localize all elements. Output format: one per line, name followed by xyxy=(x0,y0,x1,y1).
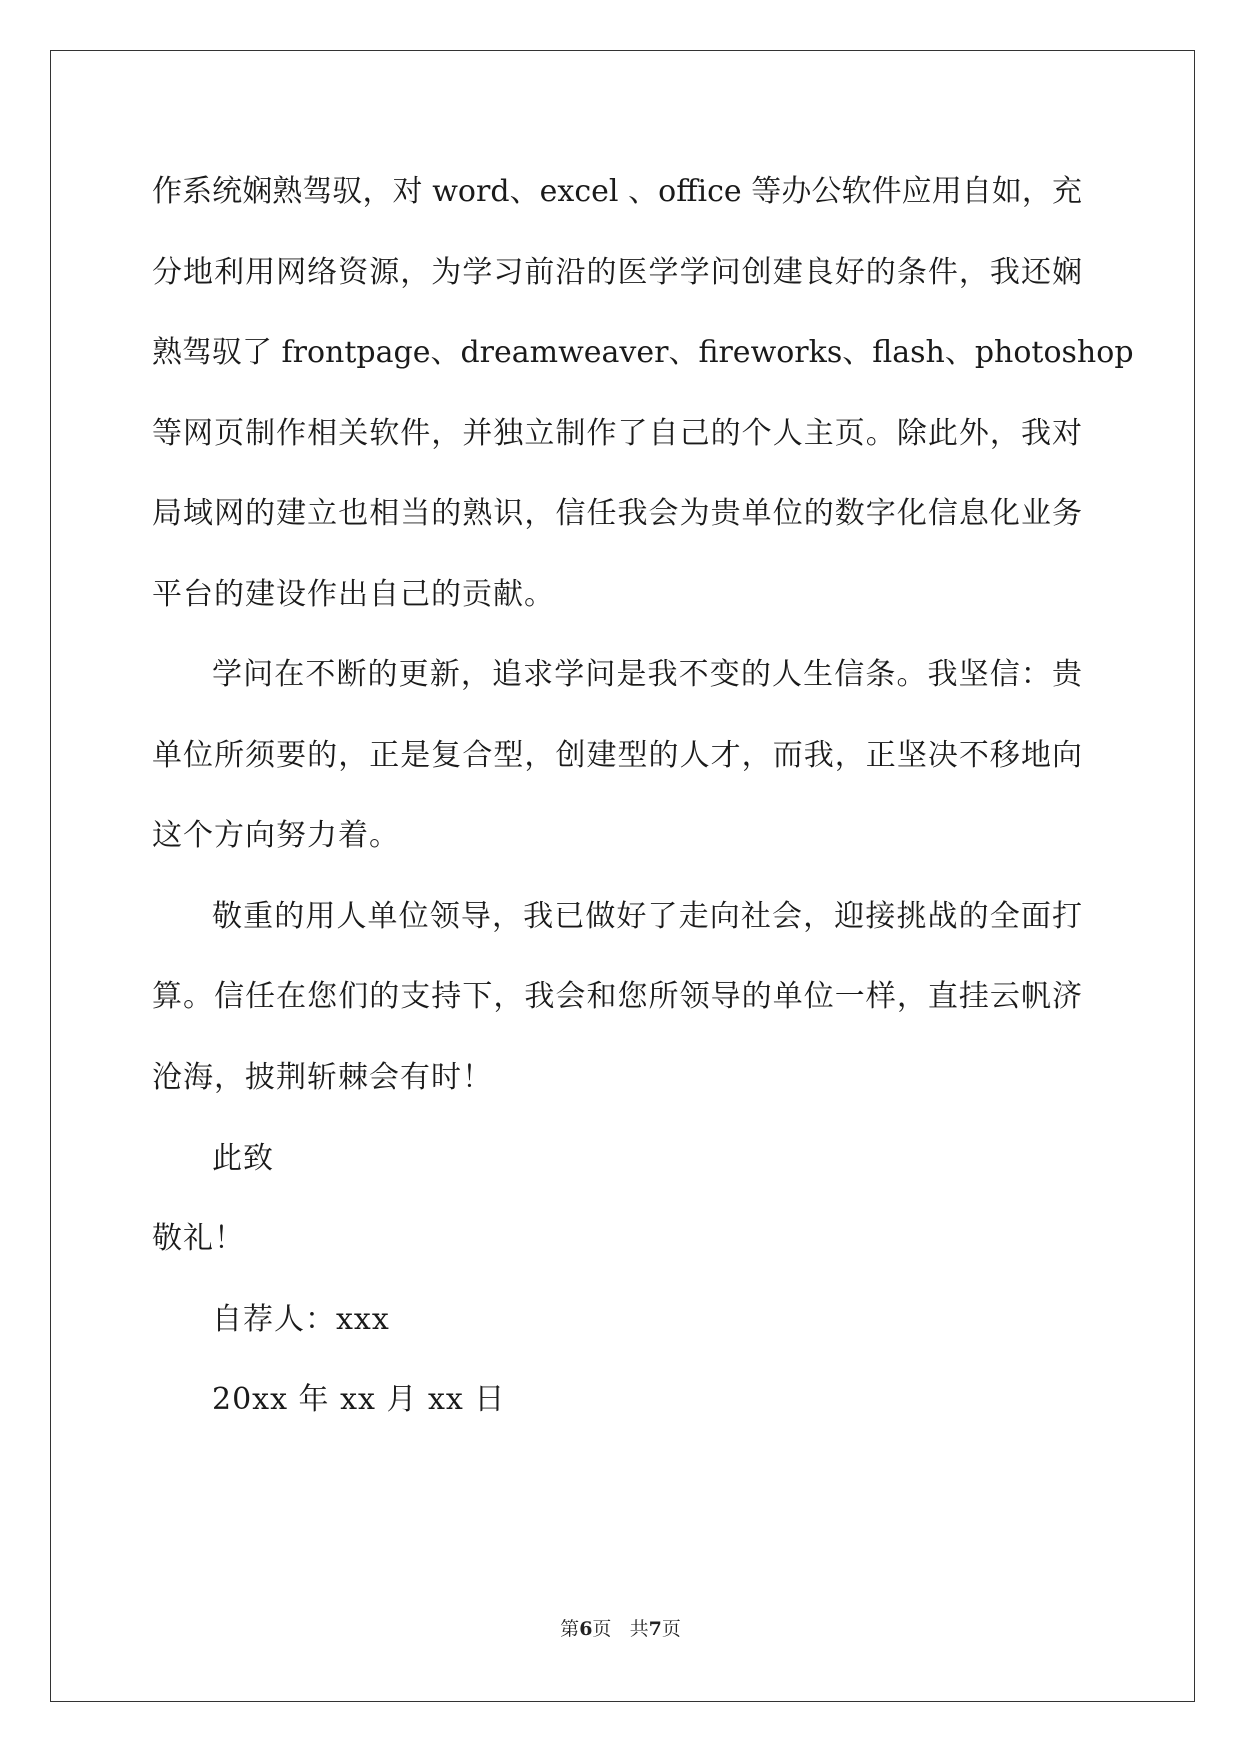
salutation-text: 敬礼！ xyxy=(152,1221,245,1256)
paragraph-line: 敬重的用人单位领导，我已做好了走向社会，迎接挑战的全面打 xyxy=(212,899,1082,934)
paragraph-line: 算。信任在您们的支持下，我会和您所领导的单位一样，直挂云帆济 xyxy=(152,979,1082,1014)
paragraph-line: 这个方向努力着。 xyxy=(152,818,400,853)
footer-page-suffix: 页 xyxy=(592,1618,612,1640)
paragraph-line: 单位所须要的，正是复合型，创建型的人才，而我，正坚决不移地向 xyxy=(152,738,1082,773)
footer-page-number: 6 xyxy=(579,1618,593,1640)
closing-text: 此致 xyxy=(212,1141,274,1176)
footer-total-suffix: 页 xyxy=(661,1618,681,1640)
paragraph-line: 沧海，披荆斩棘会有时！ xyxy=(152,1060,493,1095)
footer-page-prefix: 第 xyxy=(560,1618,580,1640)
paragraph-line: 分地利用网络资源，为学习前沿的医学学问创建良好的条件，我还娴 xyxy=(152,255,1082,290)
paragraph-line: 学问在不断的更新，追求学问是我不变的人生信条。我坚信：贵 xyxy=(212,657,1082,692)
footer-total-number: 7 xyxy=(648,1618,662,1640)
paragraph-line: 局域网的建立也相当的熟识，信任我会为贵单位的数字化信息化业务 xyxy=(152,496,1082,531)
paragraph-line: 熟驾驭了 frontpage、dreamweaver、fireworks、flash、photoshop xyxy=(152,335,1134,370)
paragraph-line: 平台的建设作出自己的贡献。 xyxy=(152,577,555,612)
date-text: 20xx 年 xx 月 xx 日 xyxy=(212,1382,506,1417)
paragraph-line: 作系统娴熟驾驭，对 word、excel 、office 等办公软件应用自如，充 xyxy=(152,174,1082,209)
page-border xyxy=(50,50,1195,1702)
paragraph-line: 等网页制作相关软件，并独立制作了自己的个人主页。除此外，我对 xyxy=(152,416,1082,451)
signature-text: 自荐人：xxx xyxy=(212,1302,390,1337)
footer-total-prefix: 共 xyxy=(629,1618,649,1640)
page-footer xyxy=(0,1614,1241,1641)
